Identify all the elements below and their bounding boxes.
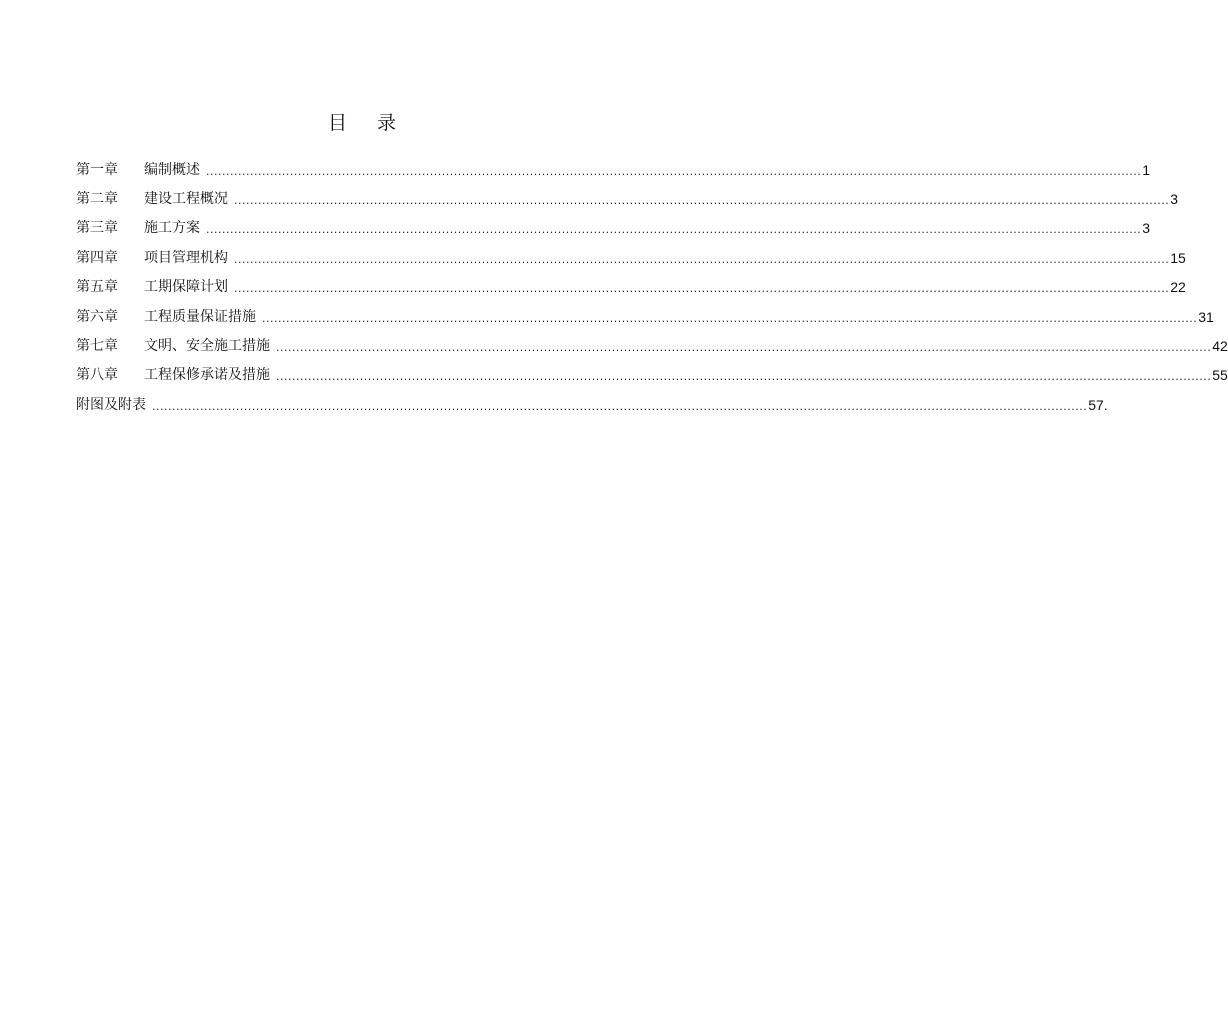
table-of-contents: [76, 155, 1228, 420]
chapter-number: 第一章: [76, 161, 118, 178]
dot-leader: ..........................................................................................................................................................................................................................................: [276, 370, 1212, 384]
page-number: 55: [1212, 367, 1228, 384]
chapter-number: 第六章: [76, 308, 118, 325]
page-number: 31: [1198, 308, 1214, 325]
page-number: 3: [1170, 191, 1178, 208]
chapter-name: 工程质量保证措施: [144, 308, 256, 325]
chapter-number: 第八章: [76, 367, 118, 384]
dot-leader: ..........................................................................................................................................................................................................................................: [234, 252, 1170, 266]
page-number: 57.: [1088, 396, 1108, 413]
chapter-number: 第五章: [76, 279, 118, 296]
chapter-name: 工期保障计划: [144, 279, 228, 296]
chapter-name: 施工方案: [144, 220, 200, 237]
chapter-name: 文明、安全施工措施: [144, 338, 270, 355]
appendix-name: 附图及附表: [76, 396, 146, 413]
toc-entry-3[interactable]: [76, 214, 1150, 243]
dot-leader: ..........................................................................................................................................................................................................................................: [234, 194, 1170, 208]
dot-leader: ..........................................................................................................................................................................................................................................: [234, 282, 1170, 296]
toc-entry-7[interactable]: [76, 331, 1228, 360]
chapter-number: 第三章: [76, 220, 118, 237]
chapter-name: 工程保修承诺及措施: [144, 367, 270, 384]
toc-entry-2[interactable]: [76, 184, 1178, 213]
chapter-name: 编制概述: [144, 161, 200, 178]
chapter-name: 项目管理机构: [144, 249, 228, 266]
page-number: 1: [1142, 161, 1150, 178]
chapter-number: 第二章: [76, 191, 118, 208]
toc-entry-8[interactable]: [76, 361, 1228, 390]
toc-entry-4[interactable]: [76, 243, 1186, 272]
page-number: 15: [1170, 249, 1186, 266]
toc-entry-6[interactable]: [76, 302, 1214, 331]
toc-entry-1[interactable]: [76, 155, 1150, 184]
page-number: 42: [1212, 338, 1228, 355]
chapter-name: 建设工程概况: [144, 191, 228, 208]
dot-leader: ..........................................................................................................................................................................................................................................: [276, 341, 1212, 355]
toc-entry-appendix[interactable]: [76, 390, 1108, 419]
page-number: 22: [1170, 279, 1186, 296]
page-number: 3: [1142, 220, 1150, 237]
chapter-number: 第四章: [76, 249, 118, 266]
page-title: 目 录: [327, 112, 409, 134]
dot-leader: ..........................................................................................................................................................................................................................................: [206, 164, 1142, 178]
toc-entry-5[interactable]: [76, 273, 1186, 302]
dot-leader: ..........................................................................................................................................................................................................................................: [152, 399, 1088, 413]
chapter-number: 第七章: [76, 338, 118, 355]
dot-leader: ..........................................................................................................................................................................................................................................: [206, 223, 1142, 237]
dot-leader: ..........................................................................................................................................................................................................................................: [262, 311, 1198, 325]
